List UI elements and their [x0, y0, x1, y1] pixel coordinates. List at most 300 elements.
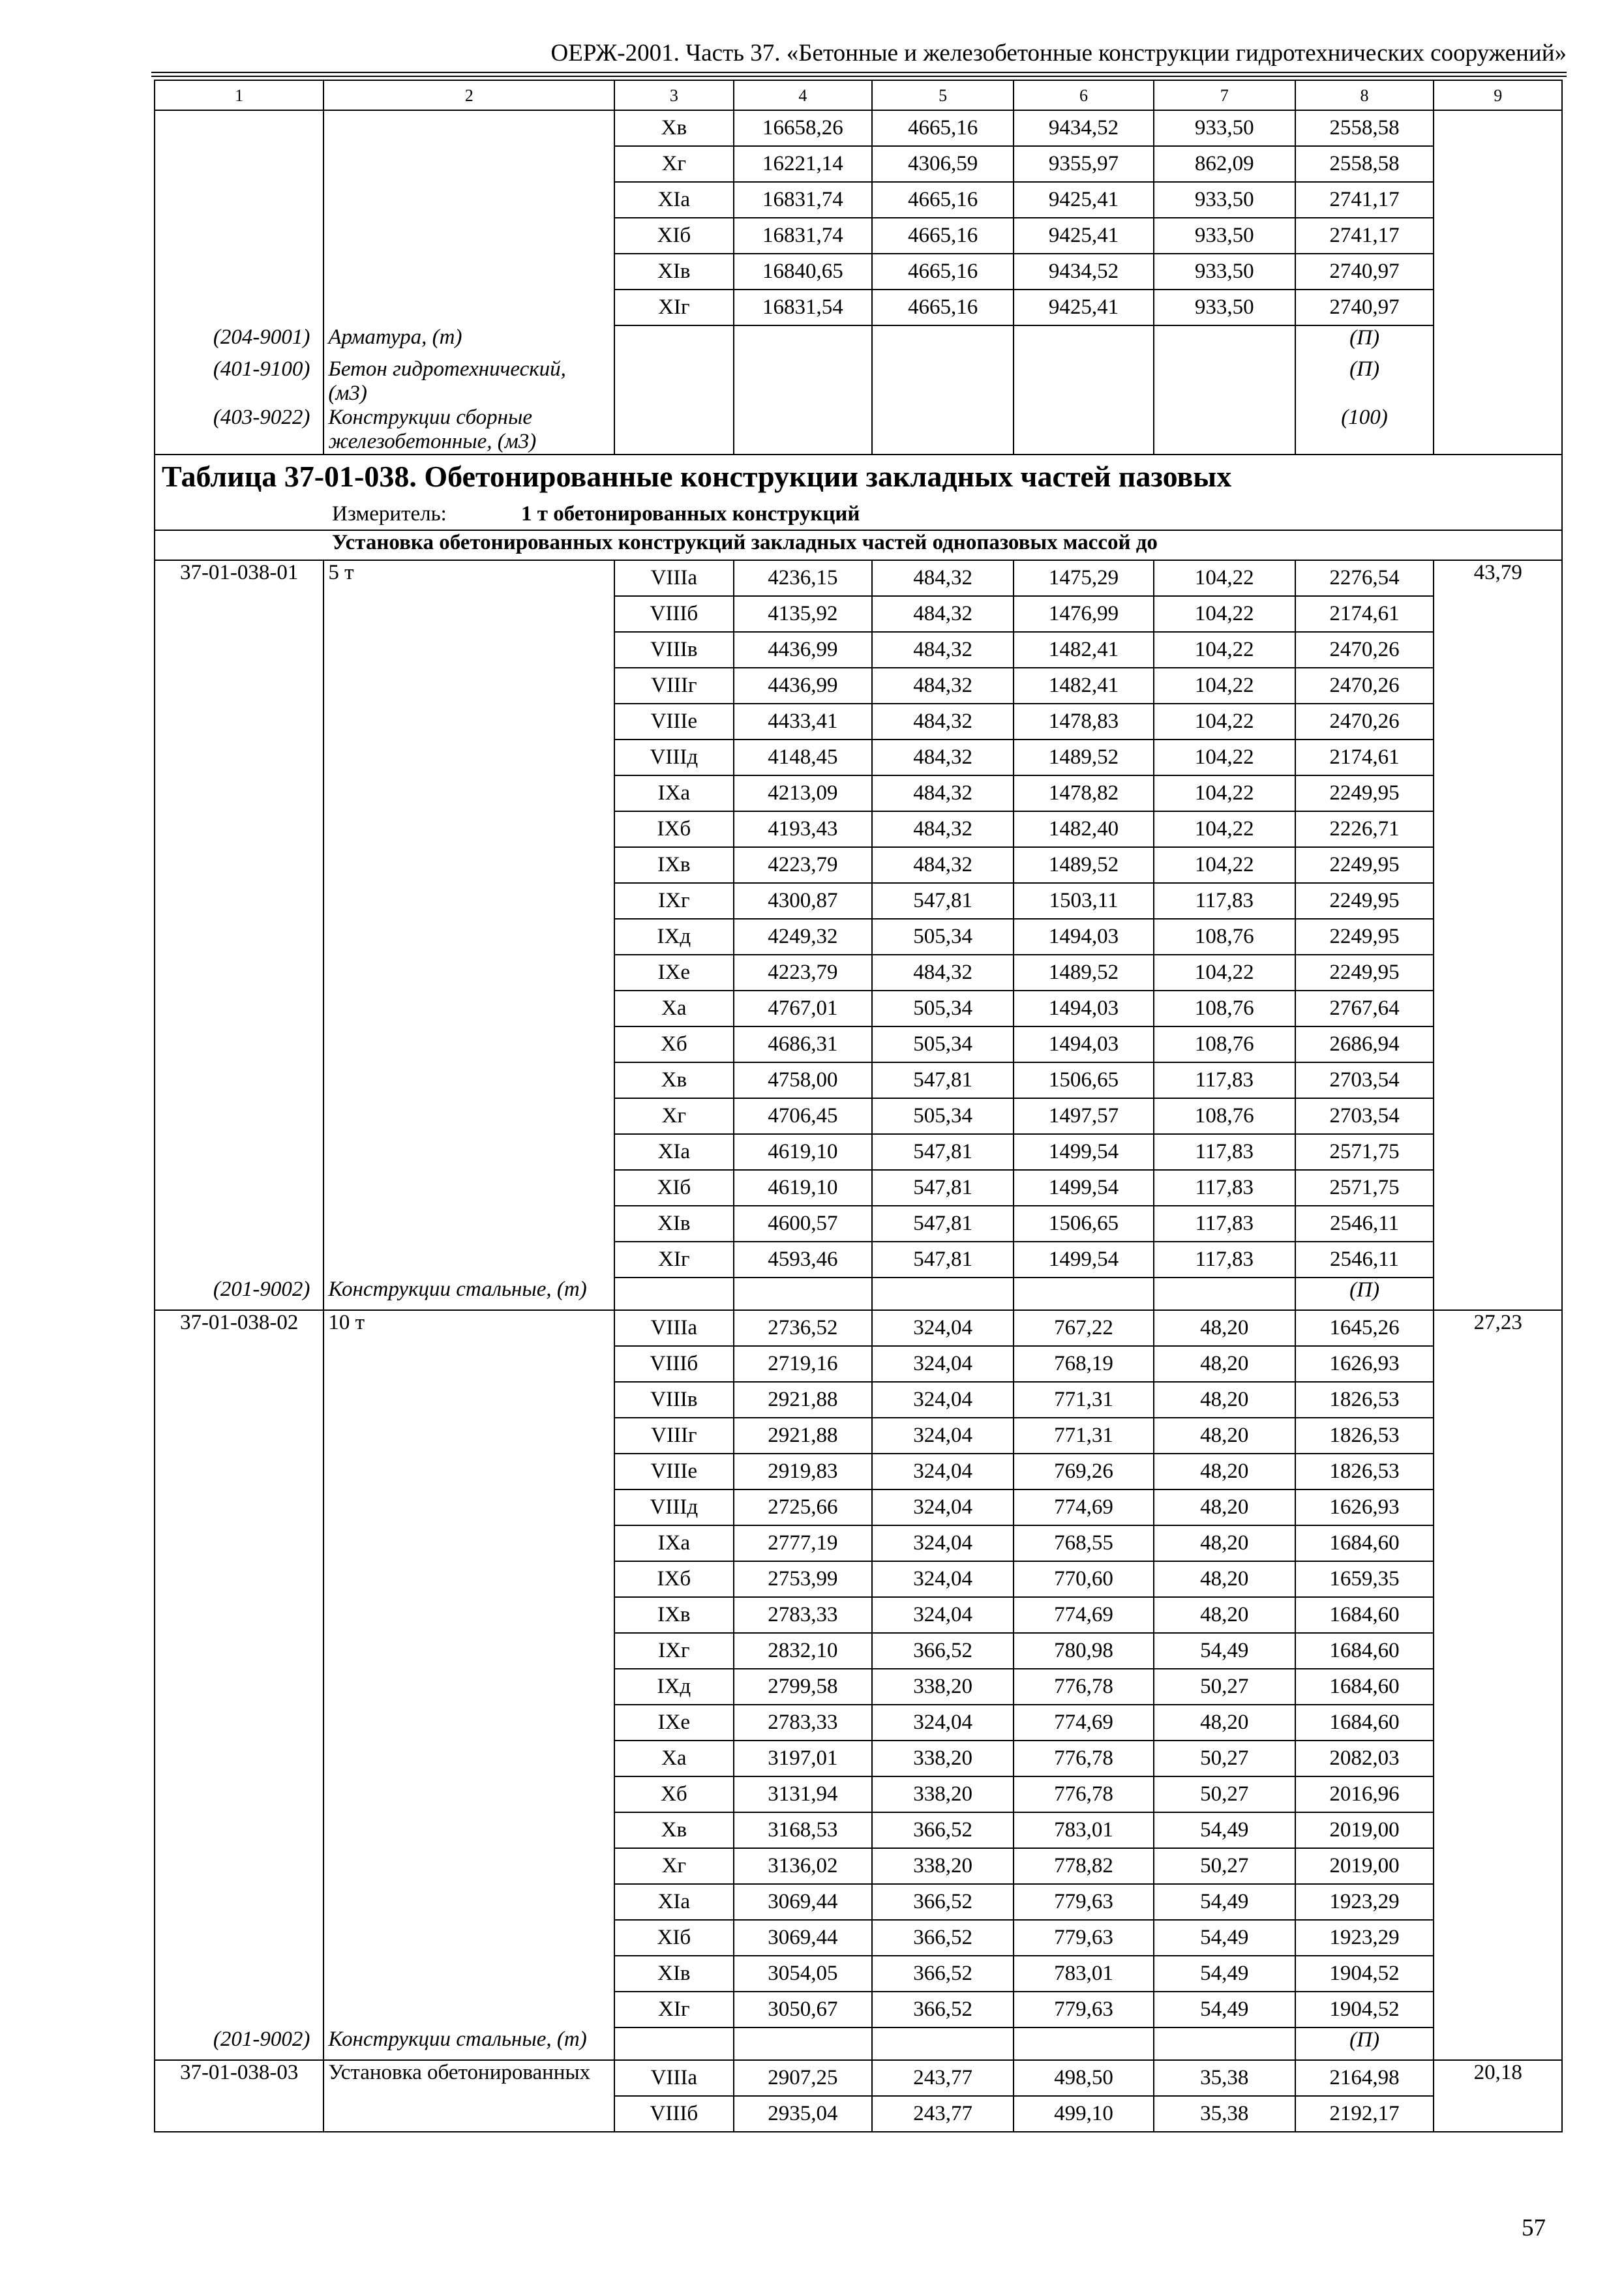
cost-value: 1684,60	[1295, 1597, 1434, 1633]
cost-value: 104,22	[1154, 740, 1295, 775]
labor-value: 20,18	[1434, 2060, 1562, 2096]
cost-value: 54,49	[1154, 1633, 1295, 1669]
cost-value: 2470,26	[1295, 704, 1434, 740]
region-zone: Хг	[614, 1098, 733, 1134]
region-zone: VIIIд	[614, 1489, 733, 1525]
cost-value: 484,32	[872, 775, 1014, 811]
work-name	[323, 1597, 614, 1633]
table-row	[155, 1026, 1562, 1062]
measure-label: Измеритель:	[332, 502, 447, 526]
empty-cell	[614, 406, 733, 455]
cost-value: 54,49	[1154, 1920, 1295, 1956]
cost-value: 774,69	[1014, 1489, 1154, 1525]
rate-code	[155, 668, 323, 704]
table-row	[155, 110, 1562, 146]
cost-value: 366,52	[872, 1992, 1014, 2027]
work-name	[323, 1705, 614, 1741]
work-name	[323, 1489, 614, 1525]
cost-value: 2019,00	[1295, 1848, 1434, 1884]
cost-value: 1503,11	[1014, 883, 1154, 919]
cost-value: 2686,94	[1295, 1026, 1434, 1062]
cost-value: 484,32	[872, 847, 1014, 883]
labor-value	[1434, 1242, 1562, 1278]
table-row	[155, 1884, 1562, 1920]
region-zone: Хб	[614, 1776, 733, 1812]
empty-cell	[872, 325, 1014, 357]
resource-code: (204-9001)	[155, 325, 323, 357]
labor-value	[1434, 1633, 1562, 1669]
cost-value: 2571,75	[1295, 1170, 1434, 1206]
table-row	[155, 704, 1562, 740]
labor-value	[1434, 1669, 1562, 1705]
cost-value: 2174,61	[1295, 596, 1434, 632]
cost-value: 338,20	[872, 1848, 1014, 1884]
cost-value: 366,52	[872, 1884, 1014, 1920]
column-number: 7	[1154, 80, 1295, 110]
cost-value: 104,22	[1154, 811, 1295, 847]
cost-value: 4193,43	[734, 811, 873, 847]
cost-value: 4436,99	[734, 632, 873, 668]
cost-value: 4249,32	[734, 919, 873, 955]
cost-value: 1684,60	[1295, 1633, 1434, 1669]
cost-value: 117,83	[1154, 1206, 1295, 1242]
cost-value: 933,50	[1154, 182, 1295, 218]
empty-cell	[1014, 357, 1154, 406]
work-name	[323, 1242, 614, 1278]
cost-value: 366,52	[872, 1812, 1014, 1848]
work-name	[323, 919, 614, 955]
rate-code	[155, 740, 323, 775]
cost-value: 324,04	[872, 1705, 1014, 1741]
resource-code: (401-9100)	[155, 357, 323, 406]
cost-value: 1478,83	[1014, 704, 1154, 740]
cost-value: 9434,52	[1014, 110, 1154, 146]
work-name	[323, 254, 614, 290]
cost-value: 1626,93	[1295, 1346, 1434, 1382]
labor-value	[1434, 883, 1562, 919]
region-zone: ХIб	[614, 1920, 733, 1956]
cost-value: 4767,01	[734, 991, 873, 1026]
table-row	[155, 290, 1562, 325]
region-zone: IХб	[614, 811, 733, 847]
cost-value: 2249,95	[1295, 775, 1434, 811]
cost-value: 2767,64	[1295, 991, 1434, 1026]
cost-value: 2832,10	[734, 1633, 873, 1669]
cost-value: 16221,14	[734, 146, 873, 182]
region-zone: IХе	[614, 1705, 733, 1741]
cost-value: 16831,74	[734, 182, 873, 218]
table-row	[155, 775, 1562, 811]
column-number: 2	[323, 80, 614, 110]
work-name	[323, 1062, 614, 1098]
table-row	[155, 811, 1562, 847]
table-row	[155, 1489, 1562, 1525]
region-zone: VIIIб	[614, 2096, 733, 2132]
cost-value: 1494,03	[1014, 919, 1154, 955]
cost-value: 2019,00	[1295, 1812, 1434, 1848]
cost-value: 1482,41	[1014, 668, 1154, 704]
cost-value: 1684,60	[1295, 1525, 1434, 1561]
rates-table	[154, 80, 1563, 2132]
cost-value: 108,76	[1154, 1098, 1295, 1134]
cost-value: 2740,97	[1295, 254, 1434, 290]
labor-value	[1434, 775, 1562, 811]
cost-value: 48,20	[1154, 1525, 1295, 1561]
cost-value: 774,69	[1014, 1705, 1154, 1741]
rate-code: 37-01-038-01	[155, 560, 323, 596]
measure-value: 1 т обетонированных конструкций	[521, 502, 860, 526]
rate-code	[155, 1884, 323, 1920]
region-zone: ХIв	[614, 254, 733, 290]
cost-value: 933,50	[1154, 218, 1295, 254]
cost-value: 324,04	[872, 1346, 1014, 1382]
work-name	[323, 2096, 614, 2132]
cost-value: 771,31	[1014, 1418, 1154, 1454]
empty-cell	[1014, 406, 1154, 455]
work-name	[323, 1206, 614, 1242]
cost-value: 4706,45	[734, 1098, 873, 1134]
cost-value: 1684,60	[1295, 1669, 1434, 1705]
cost-value: 484,32	[872, 811, 1014, 847]
empty-cell	[614, 325, 733, 357]
region-zone: IХе	[614, 955, 733, 991]
labor-value	[1434, 1026, 1562, 1062]
cost-value: 2249,95	[1295, 847, 1434, 883]
cost-value: 366,52	[872, 1920, 1014, 1956]
resource-row	[155, 325, 1562, 357]
region-zone: ХIв	[614, 1956, 733, 1992]
region-zone: VIIIб	[614, 1346, 733, 1382]
cost-value: 4600,57	[734, 1206, 873, 1242]
table-row	[155, 1741, 1562, 1776]
resource-name: Бетон гидротехнический, (м3)	[323, 357, 614, 406]
cost-value: 366,52	[872, 1956, 1014, 1992]
cost-value: 2921,88	[734, 1382, 873, 1418]
cost-value: 16658,26	[734, 110, 873, 146]
table-row	[155, 847, 1562, 883]
labor-value	[1434, 847, 1562, 883]
labor-value	[1434, 811, 1562, 847]
cost-value: 783,01	[1014, 1812, 1154, 1848]
table-row	[155, 1956, 1562, 1992]
work-name	[323, 596, 614, 632]
rate-code	[155, 1489, 323, 1525]
labor-value	[1434, 1992, 1562, 2027]
cost-value: 324,04	[872, 1525, 1014, 1561]
region-zone: Ха	[614, 1741, 733, 1776]
labor-value	[1434, 668, 1562, 704]
cost-value: 48,20	[1154, 1310, 1295, 1346]
region-zone: ХIа	[614, 182, 733, 218]
cost-value: 1506,65	[1014, 1062, 1154, 1098]
labor-value: 27,23	[1434, 1310, 1562, 1346]
table-row	[155, 955, 1562, 991]
work-name	[323, 1776, 614, 1812]
cost-value: 117,83	[1154, 883, 1295, 919]
work-name	[323, 740, 614, 775]
rate-code	[155, 146, 323, 182]
region-zone: ХIг	[614, 1242, 733, 1278]
empty-cell	[614, 2027, 733, 2060]
rate-code	[155, 1776, 323, 1812]
empty-cell	[1434, 325, 1562, 357]
empty-cell	[1014, 2027, 1154, 2060]
work-name	[323, 1633, 614, 1669]
column-number: 4	[734, 80, 873, 110]
cost-value: 1645,26	[1295, 1310, 1434, 1346]
rate-code	[155, 1920, 323, 1956]
rate-code	[155, 1098, 323, 1134]
cost-value: 484,32	[872, 668, 1014, 704]
region-zone: VIIIе	[614, 1454, 733, 1489]
cost-value: 54,49	[1154, 1812, 1295, 1848]
labor-value	[1434, 955, 1562, 991]
resource-code: (201-9002)	[155, 2027, 323, 2060]
rate-code	[155, 1561, 323, 1597]
labor-value	[1434, 110, 1562, 146]
rate-code	[155, 1525, 323, 1561]
empty-cell	[872, 357, 1014, 406]
empty-cell	[1434, 357, 1562, 406]
table-row	[155, 182, 1562, 218]
work-name	[323, 1992, 614, 2027]
work-name	[323, 1454, 614, 1489]
cost-value: 104,22	[1154, 955, 1295, 991]
rate-code	[155, 811, 323, 847]
column-number: 5	[872, 80, 1014, 110]
cost-value: 2703,54	[1295, 1098, 1434, 1134]
cost-value: 104,22	[1154, 560, 1295, 596]
region-zone: Хв	[614, 1062, 733, 1098]
cost-value: 505,34	[872, 1098, 1014, 1134]
table-row	[155, 1098, 1562, 1134]
cost-value: 324,04	[872, 1561, 1014, 1597]
cost-value: 324,04	[872, 1382, 1014, 1418]
resource-value: (П)	[1295, 2027, 1434, 2060]
cost-value: 243,77	[872, 2096, 1014, 2132]
cost-value: 2740,97	[1295, 290, 1434, 325]
labor-value	[1434, 632, 1562, 668]
resource-row	[155, 357, 1562, 406]
table-row	[155, 1992, 1562, 2027]
resource-code: (403-9022)	[155, 406, 323, 455]
cost-value: 2192,17	[1295, 2096, 1434, 2132]
labor-value	[1434, 1705, 1562, 1741]
empty-cell	[1434, 1278, 1562, 1310]
cost-value: 547,81	[872, 1170, 1014, 1206]
cost-value: 50,27	[1154, 1776, 1295, 1812]
region-zone: VIIIв	[614, 632, 733, 668]
work-name: 5 т	[323, 560, 614, 596]
cost-value: 1482,41	[1014, 632, 1154, 668]
cost-value: 117,83	[1154, 1242, 1295, 1278]
work-name	[323, 1170, 614, 1206]
cost-value: 1826,53	[1295, 1418, 1434, 1454]
table-row	[155, 740, 1562, 775]
region-zone: ХIв	[614, 1206, 733, 1242]
table-row	[155, 1382, 1562, 1418]
cost-value: 4758,00	[734, 1062, 873, 1098]
labor-value	[1434, 1776, 1562, 1812]
labor-value	[1434, 1489, 1562, 1525]
rate-code	[155, 1454, 323, 1489]
cost-value: 48,20	[1154, 1597, 1295, 1633]
cost-value: 1489,52	[1014, 740, 1154, 775]
cost-value: 933,50	[1154, 110, 1295, 146]
table-row	[155, 1597, 1562, 1633]
cost-value: 2249,95	[1295, 919, 1434, 955]
cost-value: 1506,65	[1014, 1206, 1154, 1242]
rate-code	[155, 254, 323, 290]
cost-value: 104,22	[1154, 596, 1295, 632]
empty-cell	[1154, 406, 1295, 455]
work-name	[323, 1848, 614, 1884]
region-zone: IХа	[614, 775, 733, 811]
work-name	[323, 1026, 614, 1062]
cost-value: 9355,97	[1014, 146, 1154, 182]
labor-value	[1434, 1346, 1562, 1382]
cost-value: 769,26	[1014, 1454, 1154, 1489]
cost-value: 50,27	[1154, 1669, 1295, 1705]
work-name	[323, 1418, 614, 1454]
cost-value: 117,83	[1154, 1134, 1295, 1170]
table-row	[155, 2060, 1562, 2096]
cost-value: 2719,16	[734, 1346, 873, 1382]
work-name	[323, 1920, 614, 1956]
labor-value	[1434, 596, 1562, 632]
cost-value: 1478,82	[1014, 775, 1154, 811]
empty-cell	[734, 2027, 873, 2060]
labor-value	[1434, 1062, 1562, 1098]
column-number: 3	[614, 80, 733, 110]
labor-value	[1434, 1956, 1562, 1992]
resource-value: (П)	[1295, 1278, 1434, 1310]
empty-cell	[1154, 1278, 1295, 1310]
work-name	[323, 146, 614, 182]
cost-value: 4223,79	[734, 847, 873, 883]
table-row	[155, 1920, 1562, 1956]
cost-value: 2919,83	[734, 1454, 873, 1489]
labor-value	[1434, 1382, 1562, 1418]
region-zone: VIIIе	[614, 704, 733, 740]
cost-value: 1923,29	[1295, 1884, 1434, 1920]
work-name	[323, 847, 614, 883]
measure-cell	[155, 502, 1562, 530]
rate-code	[155, 182, 323, 218]
cost-value: 1494,03	[1014, 991, 1154, 1026]
cost-value: 4686,31	[734, 1026, 873, 1062]
rate-code: 37-01-038-02	[155, 1310, 323, 1346]
cost-value: 779,63	[1014, 1884, 1154, 1920]
labor-value	[1434, 182, 1562, 218]
work-name	[323, 1812, 614, 1848]
region-zone: IХг	[614, 1633, 733, 1669]
cost-value: 3131,94	[734, 1776, 873, 1812]
resource-row	[155, 2027, 1562, 2060]
table-row	[155, 1669, 1562, 1705]
cost-value: 108,76	[1154, 1026, 1295, 1062]
table-row	[155, 560, 1562, 596]
resource-row	[155, 406, 1562, 455]
cost-value: 243,77	[872, 2060, 1014, 2096]
table-row	[155, 254, 1562, 290]
empty-cell	[1154, 2027, 1295, 2060]
column-number: 9	[1434, 80, 1562, 110]
cost-value: 4665,16	[872, 290, 1014, 325]
table-title-row	[155, 455, 1562, 502]
cost-value: 4433,41	[734, 704, 873, 740]
cost-value: 767,22	[1014, 1310, 1154, 1346]
cost-value: 499,10	[1014, 2096, 1154, 2132]
cost-value: 4135,92	[734, 596, 873, 632]
work-name	[323, 955, 614, 991]
rate-code	[155, 1597, 323, 1633]
cost-value: 48,20	[1154, 1382, 1295, 1418]
region-zone: VIIIд	[614, 740, 733, 775]
labor-value	[1434, 919, 1562, 955]
cost-value: 2935,04	[734, 2096, 873, 2132]
cost-value: 4619,10	[734, 1134, 873, 1170]
cost-value: 16840,65	[734, 254, 873, 290]
rate-code	[155, 1346, 323, 1382]
cost-value: 505,34	[872, 919, 1014, 955]
table-row	[155, 919, 1562, 955]
cost-value: 1923,29	[1295, 1920, 1434, 1956]
table-row	[155, 1812, 1562, 1848]
cost-value: 54,49	[1154, 1884, 1295, 1920]
region-zone: Ха	[614, 991, 733, 1026]
work-name: Установка обетонированных	[323, 2060, 614, 2096]
cost-value: 366,52	[872, 1633, 1014, 1669]
cost-value: 48,20	[1154, 1561, 1295, 1597]
cost-value: 4665,16	[872, 182, 1014, 218]
region-zone: IХд	[614, 919, 733, 955]
empty-cell	[734, 325, 873, 357]
cost-value: 484,32	[872, 955, 1014, 991]
rate-code	[155, 1382, 323, 1418]
cost-value: 104,22	[1154, 668, 1295, 704]
column-number: 6	[1014, 80, 1154, 110]
cost-value: 324,04	[872, 1454, 1014, 1489]
cost-value: 4436,99	[734, 668, 873, 704]
cost-value: 324,04	[872, 1597, 1014, 1633]
cost-value: 498,50	[1014, 2060, 1154, 2096]
cost-value: 4213,09	[734, 775, 873, 811]
labor-value	[1434, 1812, 1562, 1848]
cost-value: 2741,17	[1295, 218, 1434, 254]
cost-value: 768,55	[1014, 1525, 1154, 1561]
resource-value: (П)	[1295, 325, 1434, 357]
table-row	[155, 1454, 1562, 1489]
rate-code	[155, 1812, 323, 1848]
cost-value: 2164,98	[1295, 2060, 1434, 2096]
table-row	[155, 1525, 1562, 1561]
region-zone: VIIIг	[614, 668, 733, 704]
cost-value: 108,76	[1154, 919, 1295, 955]
cost-value: 776,78	[1014, 1741, 1154, 1776]
header-rule	[151, 72, 1567, 73]
table-row	[155, 1776, 1562, 1812]
cost-value: 547,81	[872, 1242, 1014, 1278]
labor-value	[1434, 1098, 1562, 1134]
cost-value: 324,04	[872, 1489, 1014, 1525]
cost-value: 2783,33	[734, 1597, 873, 1633]
cost-value: 2082,03	[1295, 1741, 1434, 1776]
rate-code	[155, 955, 323, 991]
cost-value: 3069,44	[734, 1884, 873, 1920]
cost-value: 338,20	[872, 1776, 1014, 1812]
rate-code	[155, 1956, 323, 1992]
